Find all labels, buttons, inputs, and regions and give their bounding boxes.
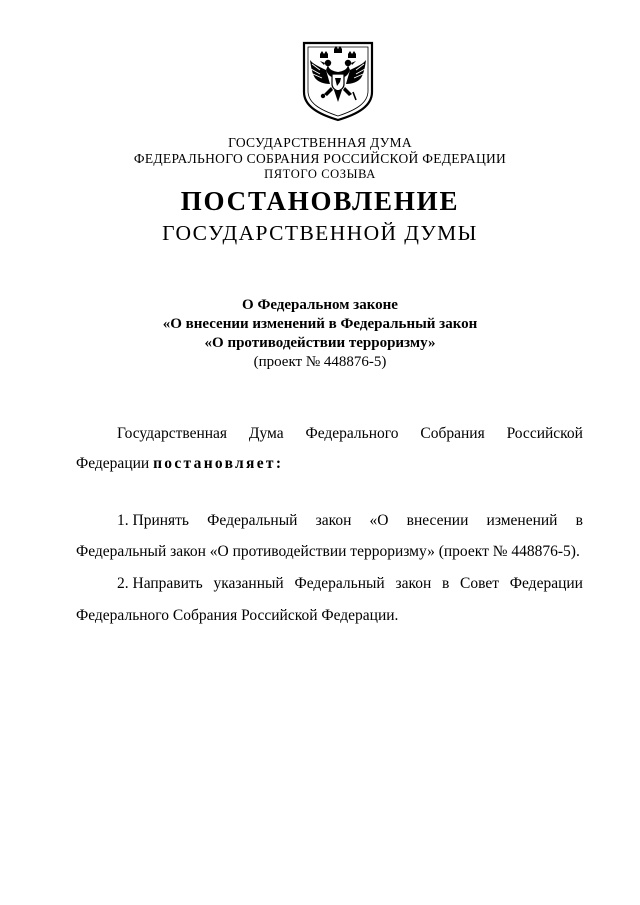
resolves-keyword: постановляет: [153,455,284,472]
item2-line1 [117,575,583,593]
item1-word: в [575,512,583,529]
item2-line2: Федерального Собрания Российской Федерации. [76,607,399,624]
preamble-line1 [117,425,583,443]
bill-number: (проект № 448876-5) [253,354,387,370]
document-issuer: ГОСУДАРСТВЕННОЙ ДУМЫ [162,221,478,245]
subject-line2: «О внесении изменений в Федеральный закон [162,316,478,332]
item2-word: Совет [460,575,500,592]
item2-word: закон [395,575,432,592]
russian-coat-of-arms-icon [298,40,378,122]
item2-word: 2. Направить [117,575,203,592]
item2-word: указанный [213,575,284,592]
item2-word: Федеральный [294,575,385,592]
item1-word: внесении [406,512,469,529]
preamble-line2 [76,455,283,473]
preamble-line2-start: Федерации [76,455,150,472]
item1-word: закон [315,512,352,529]
item2-word: в [441,575,450,592]
item1-word: Федеральный [207,512,298,529]
item2-word: Федерации [509,575,583,592]
subject-line3: «О противодействии терроризму» [204,335,436,351]
organization-name-line1: ГОСУДАРСТВЕННАЯ ДУМА [228,135,412,150]
item1-line2: Федеральный закон «О противодействии терроризму» (проект № 448876-5). [76,543,580,560]
preamble-word: Федерального [305,425,399,442]
item1-word: «О [369,512,389,529]
preamble-word: Собрания [420,425,485,442]
preamble-word: Государственная [117,425,228,442]
item1-word: изменений [486,512,558,529]
subject-line1: О Федеральном законе [242,297,398,313]
document-type-title: ПОСТАНОВЛЕНИЕ [180,186,460,216]
convocation-label: ПЯТОГО СОЗЫВА [264,167,376,181]
preamble-word: Дума [248,425,284,442]
item1-line1 [117,512,583,530]
item1-word: 1. Принять [117,512,190,529]
organization-name-line2: ФЕДЕРАЛЬНОГО СОБРАНИЯ РОССИЙСКОЙ ФЕДЕРАЦИИ [133,151,507,166]
preamble-word: Российской [506,425,583,442]
